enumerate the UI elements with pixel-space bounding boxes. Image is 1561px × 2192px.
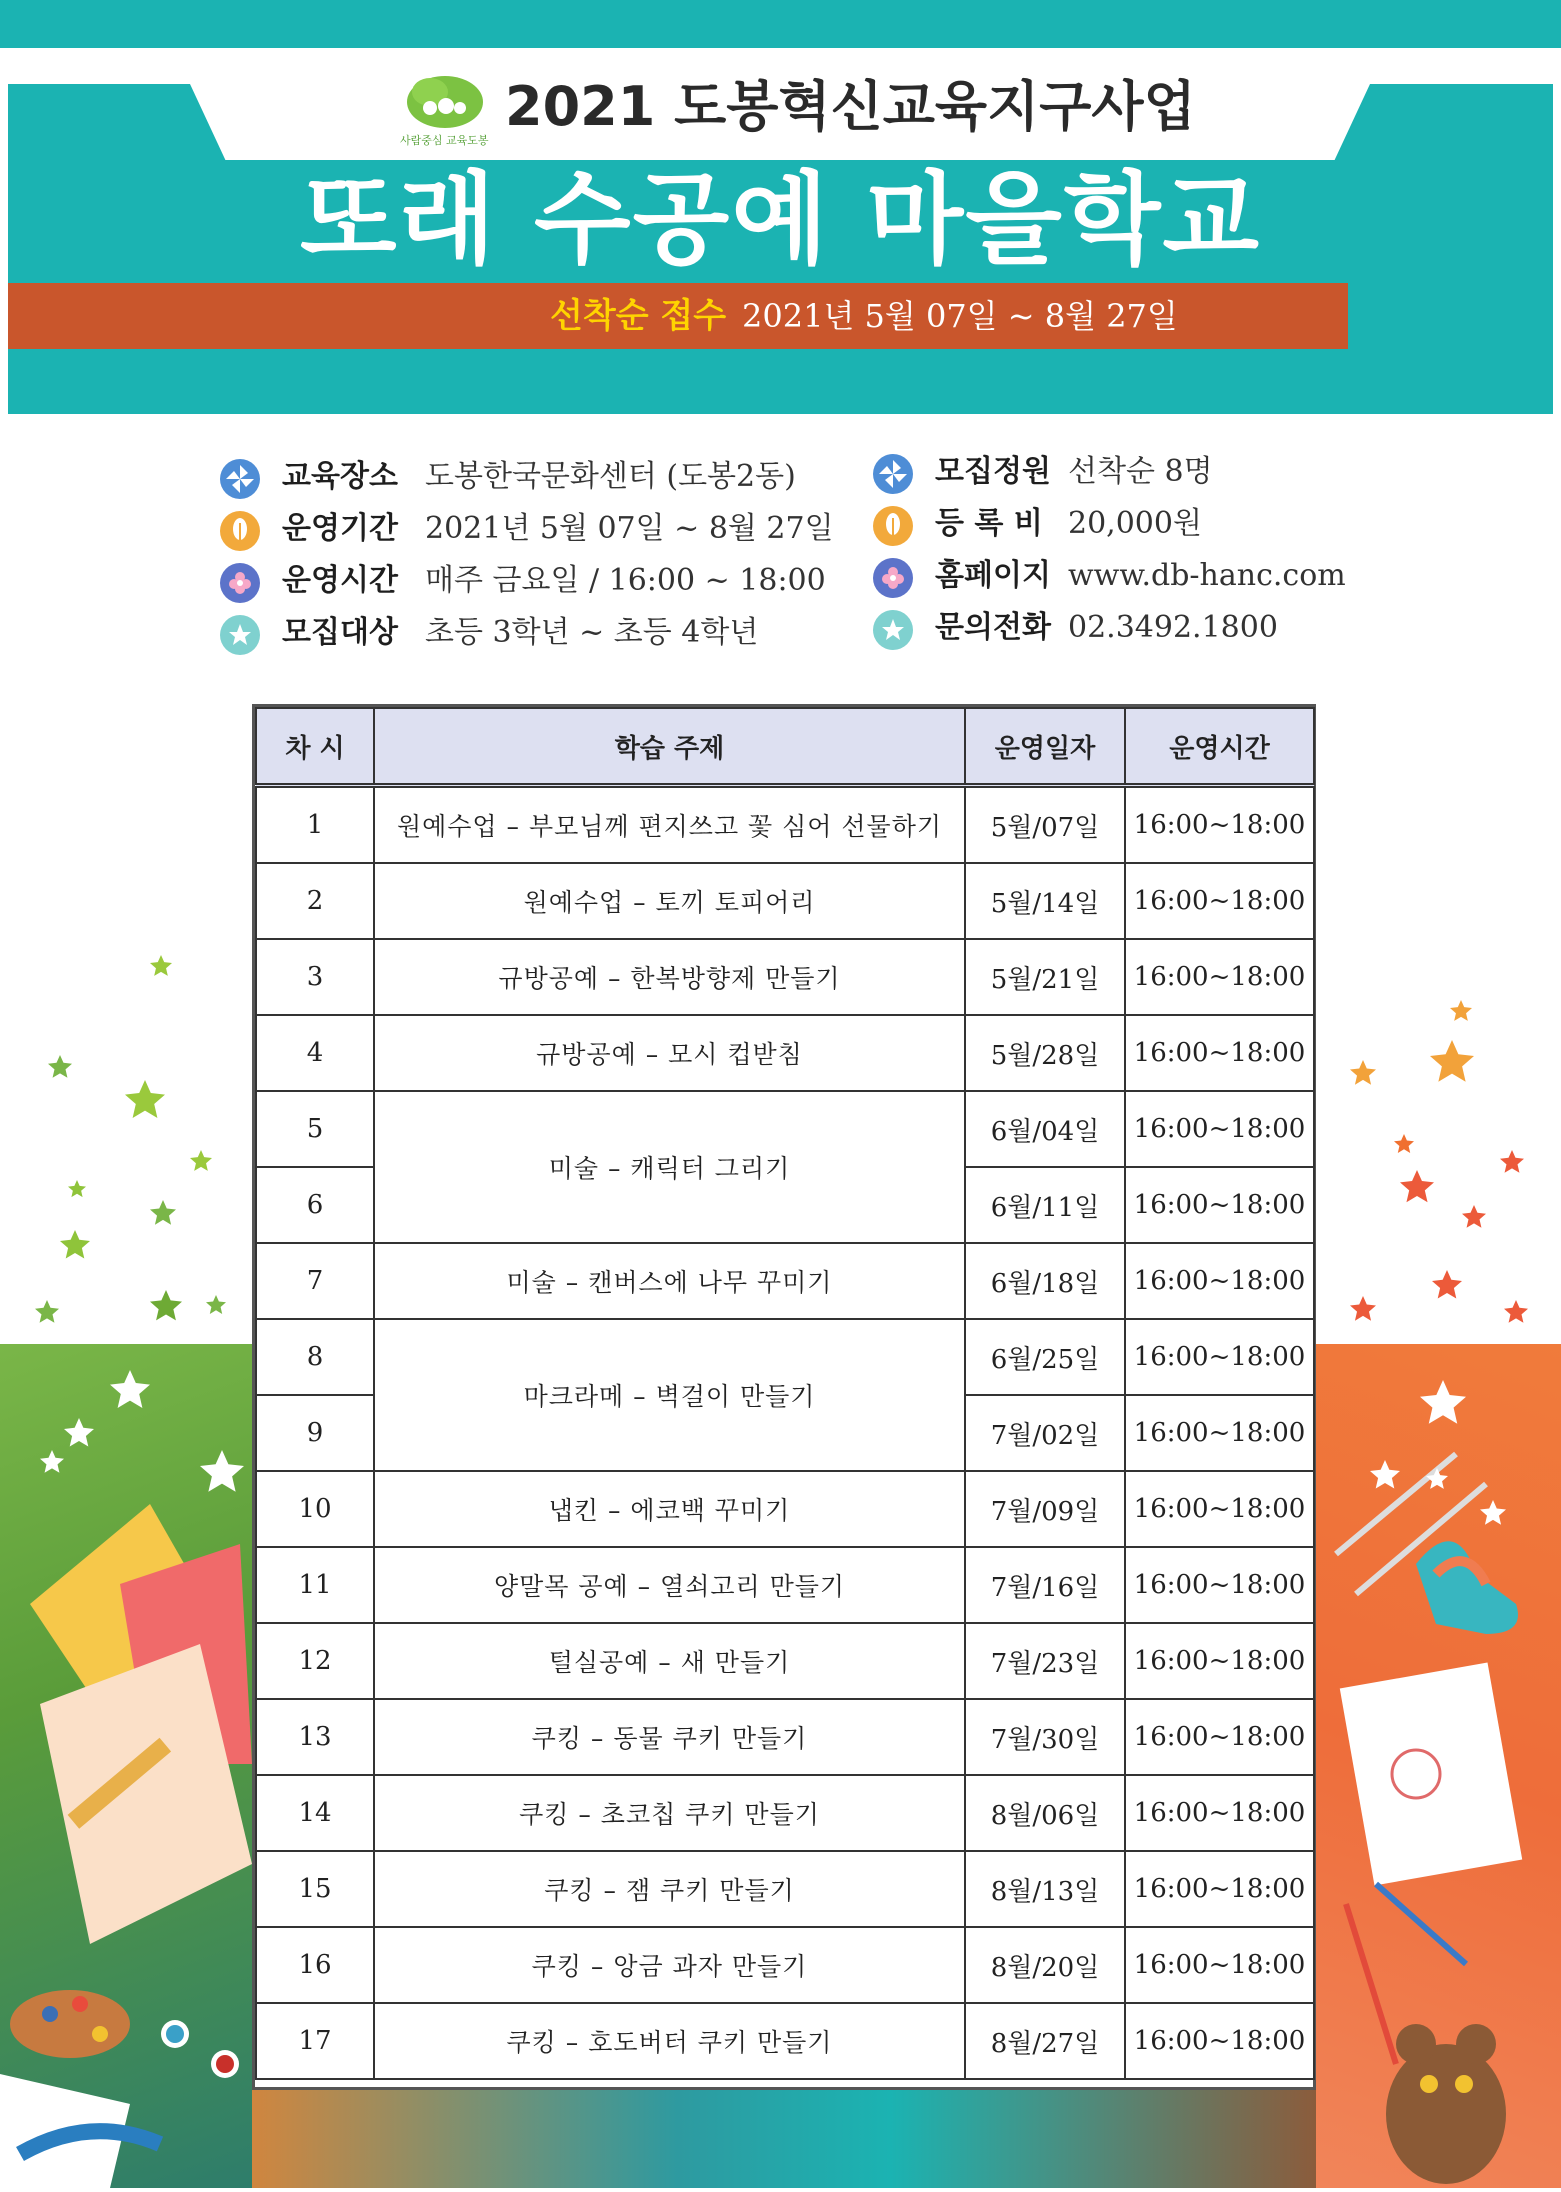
session-date: 8월/06일 xyxy=(965,1775,1125,1851)
session-date: 7월/02일 xyxy=(965,1395,1125,1471)
table-row xyxy=(256,1699,1314,1775)
star-icon xyxy=(150,955,172,981)
org-title: 2021 도봉혁신교육지구사업 xyxy=(505,75,1196,138)
info-value: 02.3492.1800 xyxy=(1068,610,1278,645)
star-icon xyxy=(1400,1170,1434,1208)
session-date: 7월/16일 xyxy=(965,1547,1125,1623)
session-date: 5월/28일 xyxy=(965,1015,1125,1091)
info-label: 등 록 비 xyxy=(935,506,1043,541)
info-value: 초등 3학년 ~ 초등 4학년 xyxy=(425,615,759,650)
info-row xyxy=(873,450,1513,494)
session-topic: 미술 – 캐릭터 그리기 xyxy=(374,1091,965,1243)
session-number: 15 xyxy=(256,1851,374,1927)
star-icon xyxy=(1430,1040,1474,1088)
info-row xyxy=(873,502,1513,546)
info-row xyxy=(873,554,1513,598)
session-date: 7월/23일 xyxy=(965,1623,1125,1699)
session-time: 16:00~18:00 xyxy=(1125,1319,1314,1395)
session-topic: 규방공예 – 모시 컵받침 xyxy=(374,1015,965,1091)
schedule-table-wrapper xyxy=(252,704,1316,2090)
star-icon xyxy=(150,1290,182,1326)
session-number: 5 xyxy=(256,1091,374,1167)
session-time: 16:00~18:00 xyxy=(1125,1851,1314,1927)
header-topic: 학습 주제 xyxy=(374,708,965,786)
session-number: 3 xyxy=(256,939,374,1015)
info-value: www.db-hanc.com xyxy=(1068,558,1346,593)
table-row xyxy=(256,1091,1314,1167)
table-row xyxy=(256,2003,1314,2079)
star-icon xyxy=(1350,1296,1376,1326)
leaf-icon xyxy=(873,506,913,546)
session-time: 16:00~18:00 xyxy=(1125,1927,1314,2003)
star-icon xyxy=(60,1230,90,1264)
star-icon xyxy=(1426,1468,1448,1494)
table-row xyxy=(256,1243,1314,1319)
table-row xyxy=(256,1319,1314,1395)
session-topic: 털실공예 – 새 만들기 xyxy=(374,1623,965,1699)
logo-icon xyxy=(400,70,490,150)
table-row xyxy=(256,1471,1314,1547)
table-row xyxy=(256,1775,1314,1851)
session-number: 4 xyxy=(256,1015,374,1091)
table-row xyxy=(256,1927,1314,2003)
session-topic: 원예수업 – 부모님께 편지쓰고 꽃 심어 선물하기 xyxy=(374,786,965,864)
star-icon xyxy=(1350,1060,1376,1090)
star-icon xyxy=(1394,1134,1414,1158)
session-number: 8 xyxy=(256,1319,374,1395)
session-number: 14 xyxy=(256,1775,374,1851)
info-row xyxy=(220,507,860,551)
session-number: 2 xyxy=(256,863,374,939)
header-time: 운영시간 xyxy=(1125,708,1314,786)
info-label: 문의전화 xyxy=(935,610,1051,645)
leaf-icon xyxy=(220,511,260,551)
decor-bottom-craft-strip xyxy=(252,2090,1316,2188)
table-row xyxy=(256,1547,1314,1623)
info-value: 20,000원 xyxy=(1068,506,1202,541)
star-icon xyxy=(220,615,260,655)
star-icon xyxy=(125,1080,165,1124)
star-icon xyxy=(1504,1300,1528,1328)
table-row xyxy=(256,1623,1314,1699)
star-icon xyxy=(35,1300,59,1328)
schedule-table xyxy=(255,707,1315,2080)
pinwheel-icon xyxy=(220,459,260,499)
info-label: 홈페이지 xyxy=(935,558,1051,593)
info-label: 운영시간 xyxy=(282,563,398,598)
table-row xyxy=(256,786,1314,864)
session-date: 5월/14일 xyxy=(965,863,1125,939)
session-topic: 규방공예 – 한복방향제 만들기 xyxy=(374,939,965,1015)
star-icon xyxy=(68,1180,86,1202)
star-icon xyxy=(1450,1000,1472,1026)
session-time: 16:00~18:00 xyxy=(1125,2003,1314,2079)
table-row xyxy=(256,1015,1314,1091)
session-date: 6월/11일 xyxy=(965,1167,1125,1243)
session-time: 16:00~18:00 xyxy=(1125,939,1314,1015)
session-topic: 미술 – 캔버스에 나무 꾸미기 xyxy=(374,1243,965,1319)
top-teal-strip xyxy=(0,0,1561,48)
session-date: 6월/04일 xyxy=(965,1091,1125,1167)
session-date: 5월/21일 xyxy=(965,939,1125,1015)
pinwheel-icon xyxy=(873,454,913,494)
table-row xyxy=(256,1851,1314,1927)
session-topic: 쿠킹 – 호도버터 쿠키 만들기 xyxy=(374,2003,965,2079)
session-date: 8월/13일 xyxy=(965,1851,1125,1927)
logo-caption: 사람중심 교육도봉 xyxy=(400,134,489,147)
star-icon xyxy=(873,610,913,650)
star-icon xyxy=(1462,1205,1486,1233)
session-date: 7월/09일 xyxy=(965,1471,1125,1547)
session-topic: 원예수업 – 토끼 토피어리 xyxy=(374,863,965,939)
session-number: 17 xyxy=(256,2003,374,2079)
header-date: 운영일자 xyxy=(965,708,1125,786)
session-date: 8월/20일 xyxy=(965,1927,1125,2003)
session-number: 16 xyxy=(256,1927,374,2003)
session-topic: 쿠킹 – 동물 쿠키 만들기 xyxy=(374,1699,965,1775)
info-value: 매주 금요일 / 16:00 ~ 18:00 xyxy=(425,563,826,598)
session-time: 16:00~18:00 xyxy=(1125,1015,1314,1091)
star-icon xyxy=(110,1370,150,1414)
session-number: 1 xyxy=(256,786,374,864)
period-value: 2021년 5월 07일 ~ 8월 27일 xyxy=(742,297,1178,335)
session-time: 16:00~18:00 xyxy=(1125,786,1314,864)
star-icon xyxy=(48,1055,72,1083)
session-number: 7 xyxy=(256,1243,374,1319)
session-date: 7월/30일 xyxy=(965,1699,1125,1775)
star-icon xyxy=(200,1450,244,1498)
session-time: 16:00~18:00 xyxy=(1125,1623,1314,1699)
flower-icon xyxy=(220,563,260,603)
session-topic: 마크라메 – 벽걸이 만들기 xyxy=(374,1319,965,1471)
session-number: 9 xyxy=(256,1395,374,1471)
star-icon xyxy=(40,1450,64,1478)
session-number: 11 xyxy=(256,1547,374,1623)
info-label: 모집정원 xyxy=(935,454,1051,489)
session-time: 16:00~18:00 xyxy=(1125,1395,1314,1471)
session-time: 16:00~18:00 xyxy=(1125,1699,1314,1775)
session-topic: 양말목 공예 – 열쇠고리 만들기 xyxy=(374,1547,965,1623)
info-label: 운영기간 xyxy=(282,511,398,546)
session-topic: 쿠킹 – 앙금 과자 만들기 xyxy=(374,1927,965,2003)
info-value: 선착순 8명 xyxy=(1068,454,1213,489)
info-label: 교육장소 xyxy=(282,459,398,494)
session-time: 16:00~18:00 xyxy=(1125,863,1314,939)
session-topic: 쿠킹 – 초코칩 쿠키 만들기 xyxy=(374,1775,965,1851)
period-label: 선착순 접수 xyxy=(550,296,727,336)
session-time: 16:00~18:00 xyxy=(1125,1547,1314,1623)
session-time: 16:00~18:00 xyxy=(1125,1775,1314,1851)
page-title: 또래 수공예 마을학교 xyxy=(299,161,1262,278)
session-topic: 냅킨 – 에코백 꾸미기 xyxy=(374,1471,965,1547)
star-icon xyxy=(206,1295,226,1319)
star-icon xyxy=(1500,1150,1524,1178)
info-row xyxy=(220,455,860,499)
session-date: 6월/25일 xyxy=(965,1319,1125,1395)
session-date: 8월/27일 xyxy=(965,2003,1125,2079)
info-label: 모집대상 xyxy=(282,615,398,650)
session-date: 5월/07일 xyxy=(965,786,1125,864)
flower-icon xyxy=(873,558,913,598)
star-icon xyxy=(1480,1500,1506,1530)
session-time: 16:00~18:00 xyxy=(1125,1091,1314,1167)
session-time: 16:00~18:00 xyxy=(1125,1243,1314,1319)
info-row xyxy=(220,559,860,603)
star-icon xyxy=(190,1150,212,1176)
session-date: 6월/18일 xyxy=(965,1243,1125,1319)
session-topic: 쿠킹 – 잼 쿠키 만들기 xyxy=(374,1851,965,1927)
star-icon xyxy=(1370,1460,1400,1494)
star-icon xyxy=(1420,1380,1466,1430)
star-icon xyxy=(1432,1270,1462,1304)
star-icon xyxy=(150,1200,176,1230)
info-value: 도봉한국문화센터 (도봉2동) xyxy=(425,459,796,494)
session-number: 10 xyxy=(256,1471,374,1547)
star-icon xyxy=(64,1418,94,1452)
info-value: 2021년 5월 07일 ~ 8월 27일 xyxy=(425,511,834,546)
info-row xyxy=(873,606,1513,650)
table-row xyxy=(256,939,1314,1015)
session-number: 13 xyxy=(256,1699,374,1775)
session-time: 16:00~18:00 xyxy=(1125,1471,1314,1547)
session-number: 6 xyxy=(256,1167,374,1243)
table-header-row xyxy=(256,708,1314,786)
header-session: 차 시 xyxy=(256,708,374,786)
session-number: 12 xyxy=(256,1623,374,1699)
info-row xyxy=(220,611,860,655)
table-row xyxy=(256,863,1314,939)
session-time: 16:00~18:00 xyxy=(1125,1167,1314,1243)
